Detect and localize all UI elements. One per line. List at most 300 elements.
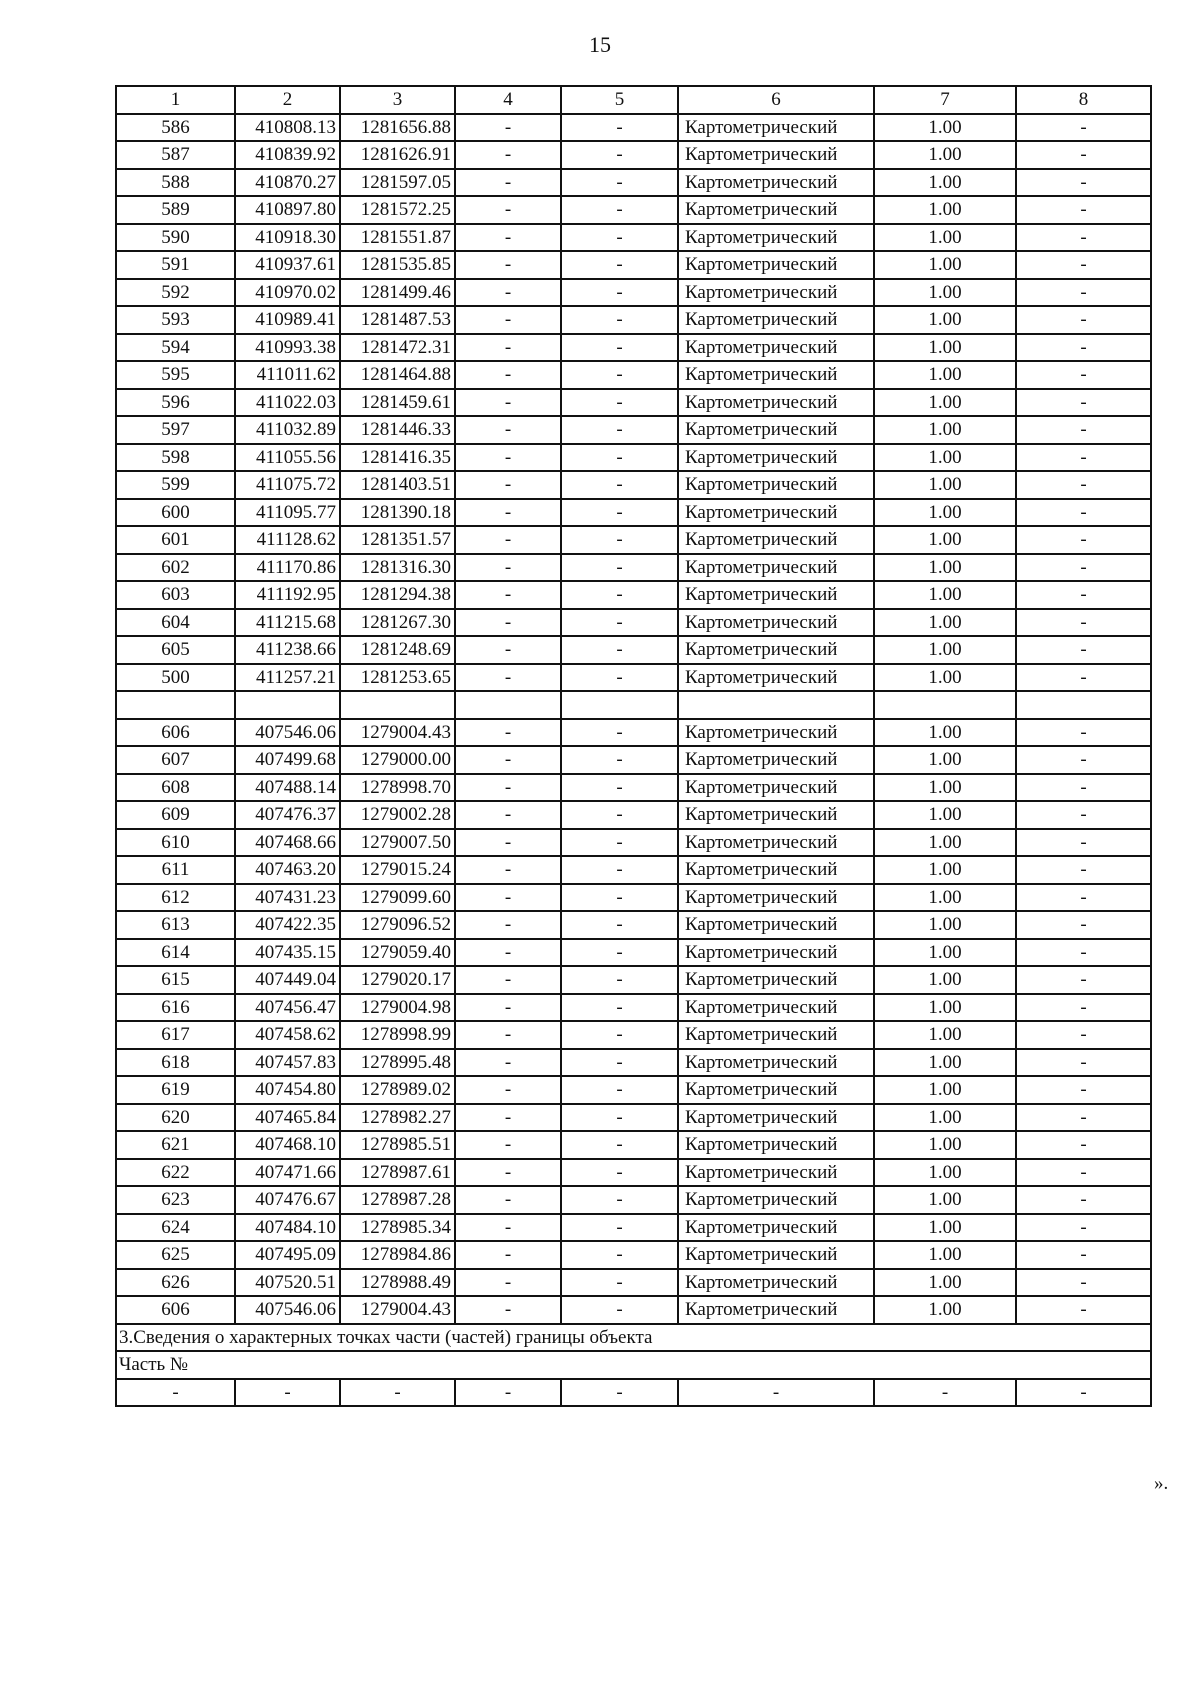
cell-col-4: - (455, 829, 561, 857)
empty-cell (340, 691, 455, 719)
cell-col-1: 620 (116, 1104, 235, 1132)
cell-col-8: - (1016, 471, 1151, 499)
cell-col-2: 410839.92 (235, 141, 340, 169)
header-cell: 6 (678, 86, 874, 114)
cell-col-1: 626 (116, 1269, 235, 1297)
cell-col-2: 407471.66 (235, 1159, 340, 1187)
cell-col-2: 407463.20 (235, 856, 340, 884)
table-row (116, 581, 1151, 609)
table-row (116, 554, 1151, 582)
table-row (116, 196, 1151, 224)
cell-col-3: 1281446.33 (340, 416, 455, 444)
cell-col-3: 1281626.91 (340, 141, 455, 169)
cell-col-6: Картометрический (678, 279, 874, 307)
cell-col-7: 1.00 (874, 1241, 1016, 1269)
cell-col-4: - (455, 1269, 561, 1297)
cell-col-1: 593 (116, 306, 235, 334)
table-row (116, 719, 1151, 747)
cell-col-6: Картометрический (678, 856, 874, 884)
cell-col-2: 410897.80 (235, 196, 340, 224)
cell-col-4: - (455, 196, 561, 224)
cell-col-7: 1.00 (874, 1186, 1016, 1214)
cell-col-8: - (1016, 884, 1151, 912)
cell-col-5: - (561, 196, 678, 224)
part-cell: - (455, 1379, 561, 1407)
cell-col-3: 1279007.50 (340, 829, 455, 857)
cell-col-5: - (561, 636, 678, 664)
cell-col-5: - (561, 1296, 678, 1324)
cell-col-8: - (1016, 1049, 1151, 1077)
cell-col-5: - (561, 609, 678, 637)
cell-col-8: - (1016, 856, 1151, 884)
table-row (116, 939, 1151, 967)
cell-col-1: 600 (116, 499, 235, 527)
cell-col-1: 619 (116, 1076, 235, 1104)
cell-col-5: - (561, 911, 678, 939)
cell-col-1: 601 (116, 526, 235, 554)
cell-col-6: Картометрический (678, 774, 874, 802)
cell-col-5: - (561, 829, 678, 857)
cell-col-7: 1.00 (874, 334, 1016, 362)
cell-col-7: 1.00 (874, 636, 1016, 664)
cell-col-7: 1.00 (874, 416, 1016, 444)
cell-col-7: 1.00 (874, 499, 1016, 527)
cell-col-8: - (1016, 746, 1151, 774)
table-row (116, 224, 1151, 252)
cell-col-1: 591 (116, 251, 235, 279)
empty-cell (678, 691, 874, 719)
cell-col-2: 410870.27 (235, 169, 340, 197)
cell-col-8: - (1016, 966, 1151, 994)
cell-col-8: - (1016, 141, 1151, 169)
cell-col-5: - (561, 141, 678, 169)
cell-col-3: 1281535.85 (340, 251, 455, 279)
table-row (116, 801, 1151, 829)
cell-col-1: 599 (116, 471, 235, 499)
cell-col-4: - (455, 774, 561, 802)
cell-col-6: Картометрический (678, 1131, 874, 1159)
cell-col-2: 411215.68 (235, 609, 340, 637)
cell-col-3: 1279004.43 (340, 719, 455, 747)
cell-col-5: - (561, 1049, 678, 1077)
cell-col-6: Картометрический (678, 1241, 874, 1269)
empty-cell (455, 691, 561, 719)
cell-col-3: 1278998.99 (340, 1021, 455, 1049)
cell-col-7: 1.00 (874, 526, 1016, 554)
cell-col-5: - (561, 801, 678, 829)
cell-col-7: 1.00 (874, 444, 1016, 472)
table-row (116, 1104, 1151, 1132)
cell-col-6: Картометрический (678, 444, 874, 472)
cell-col-2: 411128.62 (235, 526, 340, 554)
cell-col-2: 411055.56 (235, 444, 340, 472)
cell-col-7: 1.00 (874, 554, 1016, 582)
cell-col-6: Картометрический (678, 994, 874, 1022)
cell-col-2: 407457.83 (235, 1049, 340, 1077)
cell-col-3: 1281248.69 (340, 636, 455, 664)
cell-col-4: - (455, 636, 561, 664)
cell-col-6: Картометрический (678, 1076, 874, 1104)
table-row (116, 444, 1151, 472)
cell-col-8: - (1016, 994, 1151, 1022)
cell-col-2: 407484.10 (235, 1214, 340, 1242)
cell-col-3: 1281267.30 (340, 609, 455, 637)
cell-col-8: - (1016, 169, 1151, 197)
cell-col-1: 597 (116, 416, 235, 444)
cell-col-1: 609 (116, 801, 235, 829)
cell-col-4: - (455, 939, 561, 967)
cell-col-7: 1.00 (874, 169, 1016, 197)
cell-col-5: - (561, 444, 678, 472)
empty-cell (874, 691, 1016, 719)
cell-col-6: Картометрический (678, 636, 874, 664)
cell-col-6: Картометрический (678, 416, 874, 444)
table-row (116, 884, 1151, 912)
table-row (116, 609, 1151, 637)
cell-col-5: - (561, 526, 678, 554)
cell-col-8: - (1016, 306, 1151, 334)
cell-col-6: Картометрический (678, 1269, 874, 1297)
cell-col-1: 606 (116, 1296, 235, 1324)
cell-col-3: 1278988.49 (340, 1269, 455, 1297)
cell-col-6: Картометрический (678, 1186, 874, 1214)
table-row (116, 1076, 1151, 1104)
cell-col-6: Картометрический (678, 829, 874, 857)
section3-title: 3.Сведения о характерных точках части (частей) границы объекта (116, 1324, 1151, 1352)
cell-col-5: - (561, 1104, 678, 1132)
cell-col-1: 589 (116, 196, 235, 224)
cell-col-3: 1279015.24 (340, 856, 455, 884)
empty-cell (561, 691, 678, 719)
cell-col-7: 1.00 (874, 939, 1016, 967)
cell-col-5: - (561, 966, 678, 994)
cell-col-5: - (561, 1241, 678, 1269)
table-row (116, 251, 1151, 279)
cell-col-7: 1.00 (874, 361, 1016, 389)
table-row (116, 1214, 1151, 1242)
cell-col-1: 618 (116, 1049, 235, 1077)
cell-col-1: 595 (116, 361, 235, 389)
cell-col-4: - (455, 169, 561, 197)
cell-col-6: Картометрический (678, 224, 874, 252)
cell-col-1: 623 (116, 1186, 235, 1214)
cell-col-4: - (455, 856, 561, 884)
cell-col-2: 411192.95 (235, 581, 340, 609)
section3-row (116, 1324, 1151, 1352)
cell-col-1: 612 (116, 884, 235, 912)
cell-col-7: 1.00 (874, 251, 1016, 279)
part-cell: - (116, 1379, 235, 1407)
part-cell: - (561, 1379, 678, 1407)
cell-col-2: 411238.66 (235, 636, 340, 664)
cell-col-4: - (455, 1076, 561, 1104)
cell-col-8: - (1016, 1021, 1151, 1049)
cell-col-2: 411011.62 (235, 361, 340, 389)
cell-col-1: 617 (116, 1021, 235, 1049)
cell-col-3: 1281459.61 (340, 389, 455, 417)
cell-col-7: 1.00 (874, 911, 1016, 939)
cell-col-4: - (455, 801, 561, 829)
cell-col-5: - (561, 719, 678, 747)
cell-col-4: - (455, 1214, 561, 1242)
cell-col-6: Картометрический (678, 499, 874, 527)
cell-col-2: 411032.89 (235, 416, 340, 444)
cell-col-2: 407422.35 (235, 911, 340, 939)
empty-cell (235, 691, 340, 719)
cell-col-8: - (1016, 1159, 1151, 1187)
cell-col-1: 588 (116, 169, 235, 197)
cell-col-1: 611 (116, 856, 235, 884)
table-row (116, 334, 1151, 362)
cell-col-8: - (1016, 526, 1151, 554)
cell-col-7: 1.00 (874, 1296, 1016, 1324)
cell-col-1: 596 (116, 389, 235, 417)
cell-col-4: - (455, 251, 561, 279)
cell-col-1: 586 (116, 114, 235, 142)
cell-col-8: - (1016, 279, 1151, 307)
cell-col-6: Картометрический (678, 1159, 874, 1187)
table-row (116, 664, 1151, 692)
cell-col-4: - (455, 1159, 561, 1187)
cell-col-3: 1281472.31 (340, 334, 455, 362)
cell-col-3: 1281403.51 (340, 471, 455, 499)
cell-col-8: - (1016, 1214, 1151, 1242)
cell-col-3: 1281351.57 (340, 526, 455, 554)
cell-col-1: 616 (116, 994, 235, 1022)
table-row (116, 169, 1151, 197)
table-row (116, 1131, 1151, 1159)
cell-col-5: - (561, 1186, 678, 1214)
cell-col-8: - (1016, 334, 1151, 362)
cell-col-7: 1.00 (874, 994, 1016, 1022)
table-row (116, 746, 1151, 774)
cell-col-5: - (561, 224, 678, 252)
part-cell: - (235, 1379, 340, 1407)
cell-col-3: 1281551.87 (340, 224, 455, 252)
cell-col-5: - (561, 251, 678, 279)
cell-col-2: 410808.13 (235, 114, 340, 142)
cell-col-2: 407458.62 (235, 1021, 340, 1049)
cell-col-7: 1.00 (874, 224, 1016, 252)
table-row (116, 966, 1151, 994)
cell-col-2: 407546.06 (235, 719, 340, 747)
cell-col-5: - (561, 306, 678, 334)
table-row (116, 114, 1151, 142)
cell-col-3: 1281572.25 (340, 196, 455, 224)
cell-col-6: Картометрический (678, 966, 874, 994)
cell-col-2: 407488.14 (235, 774, 340, 802)
table-row (116, 636, 1151, 664)
cell-col-1: 603 (116, 581, 235, 609)
coordinates-table (115, 85, 1152, 1407)
cell-col-7: 1.00 (874, 279, 1016, 307)
cell-col-1: 605 (116, 636, 235, 664)
cell-col-6: Картометрический (678, 169, 874, 197)
cell-col-3: 1281416.35 (340, 444, 455, 472)
cell-col-4: - (455, 966, 561, 994)
cell-col-6: Картометрический (678, 664, 874, 692)
cell-col-3: 1278998.70 (340, 774, 455, 802)
cell-col-1: 622 (116, 1159, 235, 1187)
cell-col-4: - (455, 224, 561, 252)
cell-col-5: - (561, 471, 678, 499)
cell-col-3: 1279020.17 (340, 966, 455, 994)
cell-col-4: - (455, 884, 561, 912)
cell-col-2: 407435.15 (235, 939, 340, 967)
cell-col-3: 1279004.43 (340, 1296, 455, 1324)
cell-col-4: - (455, 1021, 561, 1049)
cell-col-6: Картометрический (678, 306, 874, 334)
cell-col-2: 407431.23 (235, 884, 340, 912)
table-row (116, 1241, 1151, 1269)
cell-col-5: - (561, 1131, 678, 1159)
table-row (116, 306, 1151, 334)
cell-col-6: Картометрический (678, 1296, 874, 1324)
cell-col-4: - (455, 581, 561, 609)
cell-col-3: 1278995.48 (340, 1049, 455, 1077)
cell-col-3: 1279000.00 (340, 746, 455, 774)
cell-col-3: 1281464.88 (340, 361, 455, 389)
header-cell: 5 (561, 86, 678, 114)
cell-col-6: Картометрический (678, 526, 874, 554)
cell-col-4: - (455, 1131, 561, 1159)
cell-col-1: 614 (116, 939, 235, 967)
empty-cell (1016, 691, 1151, 719)
table-row (116, 1021, 1151, 1049)
cell-col-7: 1.00 (874, 884, 1016, 912)
cell-col-7: 1.00 (874, 1049, 1016, 1077)
cell-col-4: - (455, 554, 561, 582)
cell-col-3: 1281316.30 (340, 554, 455, 582)
cell-col-2: 407520.51 (235, 1269, 340, 1297)
cell-col-8: - (1016, 224, 1151, 252)
cell-col-1: 590 (116, 224, 235, 252)
cell-col-3: 1278989.02 (340, 1076, 455, 1104)
cell-col-2: 411095.77 (235, 499, 340, 527)
cell-col-7: 1.00 (874, 746, 1016, 774)
part-label-row (116, 1351, 1151, 1379)
cell-col-3: 1281597.05 (340, 169, 455, 197)
cell-col-5: - (561, 939, 678, 967)
cell-col-5: - (561, 774, 678, 802)
cell-col-5: - (561, 1021, 678, 1049)
table-row (116, 471, 1151, 499)
part-label: Часть № (116, 1351, 1151, 1379)
cell-col-8: - (1016, 251, 1151, 279)
cell-col-3: 1281253.65 (340, 664, 455, 692)
cell-col-2: 407456.47 (235, 994, 340, 1022)
cell-col-4: - (455, 994, 561, 1022)
cell-col-5: - (561, 499, 678, 527)
cell-col-5: - (561, 581, 678, 609)
cell-col-6: Картометрический (678, 1049, 874, 1077)
closing-quote: ». (1154, 1473, 1169, 1494)
cell-col-4: - (455, 471, 561, 499)
cell-col-5: - (561, 1159, 678, 1187)
cell-col-6: Картометрический (678, 1021, 874, 1049)
cell-col-1: 587 (116, 141, 235, 169)
cell-col-8: - (1016, 801, 1151, 829)
cell-col-6: Картометрический (678, 114, 874, 142)
table-row (116, 141, 1151, 169)
empty-cell (116, 691, 235, 719)
cell-col-2: 410937.61 (235, 251, 340, 279)
cell-col-8: - (1016, 416, 1151, 444)
cell-col-8: - (1016, 911, 1151, 939)
cell-col-1: 615 (116, 966, 235, 994)
cell-col-5: - (561, 416, 678, 444)
cell-col-7: 1.00 (874, 306, 1016, 334)
cell-col-8: - (1016, 444, 1151, 472)
header-cell: 8 (1016, 86, 1151, 114)
cell-col-3: 1278985.34 (340, 1214, 455, 1242)
cell-col-1: 613 (116, 911, 235, 939)
table-row (116, 1049, 1151, 1077)
cell-col-5: - (561, 746, 678, 774)
table-row (116, 526, 1151, 554)
cell-col-8: - (1016, 1241, 1151, 1269)
cell-col-3: 1279004.98 (340, 994, 455, 1022)
cell-col-8: - (1016, 581, 1151, 609)
cell-col-8: - (1016, 774, 1151, 802)
cell-col-4: - (455, 1186, 561, 1214)
cell-col-6: Картометрический (678, 389, 874, 417)
cell-col-7: 1.00 (874, 389, 1016, 417)
cell-col-4: - (455, 389, 561, 417)
cell-col-7: 1.00 (874, 141, 1016, 169)
cell-col-3: 1278987.28 (340, 1186, 455, 1214)
part-cell: - (340, 1379, 455, 1407)
cell-col-6: Картометрический (678, 1214, 874, 1242)
cell-col-7: 1.00 (874, 1131, 1016, 1159)
cell-col-1: 500 (116, 664, 235, 692)
cell-col-1: 598 (116, 444, 235, 472)
cell-col-5: - (561, 1076, 678, 1104)
cell-col-2: 407468.10 (235, 1131, 340, 1159)
cell-col-6: Картометрический (678, 471, 874, 499)
cell-col-4: - (455, 306, 561, 334)
cell-col-2: 411257.21 (235, 664, 340, 692)
cell-col-8: - (1016, 829, 1151, 857)
cell-col-1: 602 (116, 554, 235, 582)
cell-col-4: - (455, 499, 561, 527)
cell-col-7: 1.00 (874, 581, 1016, 609)
cell-col-2: 407499.68 (235, 746, 340, 774)
cell-col-7: 1.00 (874, 829, 1016, 857)
cell-col-6: Картометрический (678, 939, 874, 967)
cell-col-4: - (455, 416, 561, 444)
cell-col-2: 407476.67 (235, 1186, 340, 1214)
cell-col-4: - (455, 361, 561, 389)
header-cell: 7 (874, 86, 1016, 114)
cell-col-4: - (455, 609, 561, 637)
header-row (116, 86, 1151, 114)
cell-col-8: - (1016, 361, 1151, 389)
header-cell: 2 (235, 86, 340, 114)
cell-col-8: - (1016, 719, 1151, 747)
cell-col-7: 1.00 (874, 1021, 1016, 1049)
cell-col-4: - (455, 444, 561, 472)
cell-col-5: - (561, 856, 678, 884)
table-row (116, 389, 1151, 417)
cell-col-7: 1.00 (874, 196, 1016, 224)
cell-col-8: - (1016, 636, 1151, 664)
header-cell: 1 (116, 86, 235, 114)
cell-col-5: - (561, 169, 678, 197)
cell-col-6: Картометрический (678, 719, 874, 747)
cell-col-8: - (1016, 554, 1151, 582)
cell-col-8: - (1016, 389, 1151, 417)
